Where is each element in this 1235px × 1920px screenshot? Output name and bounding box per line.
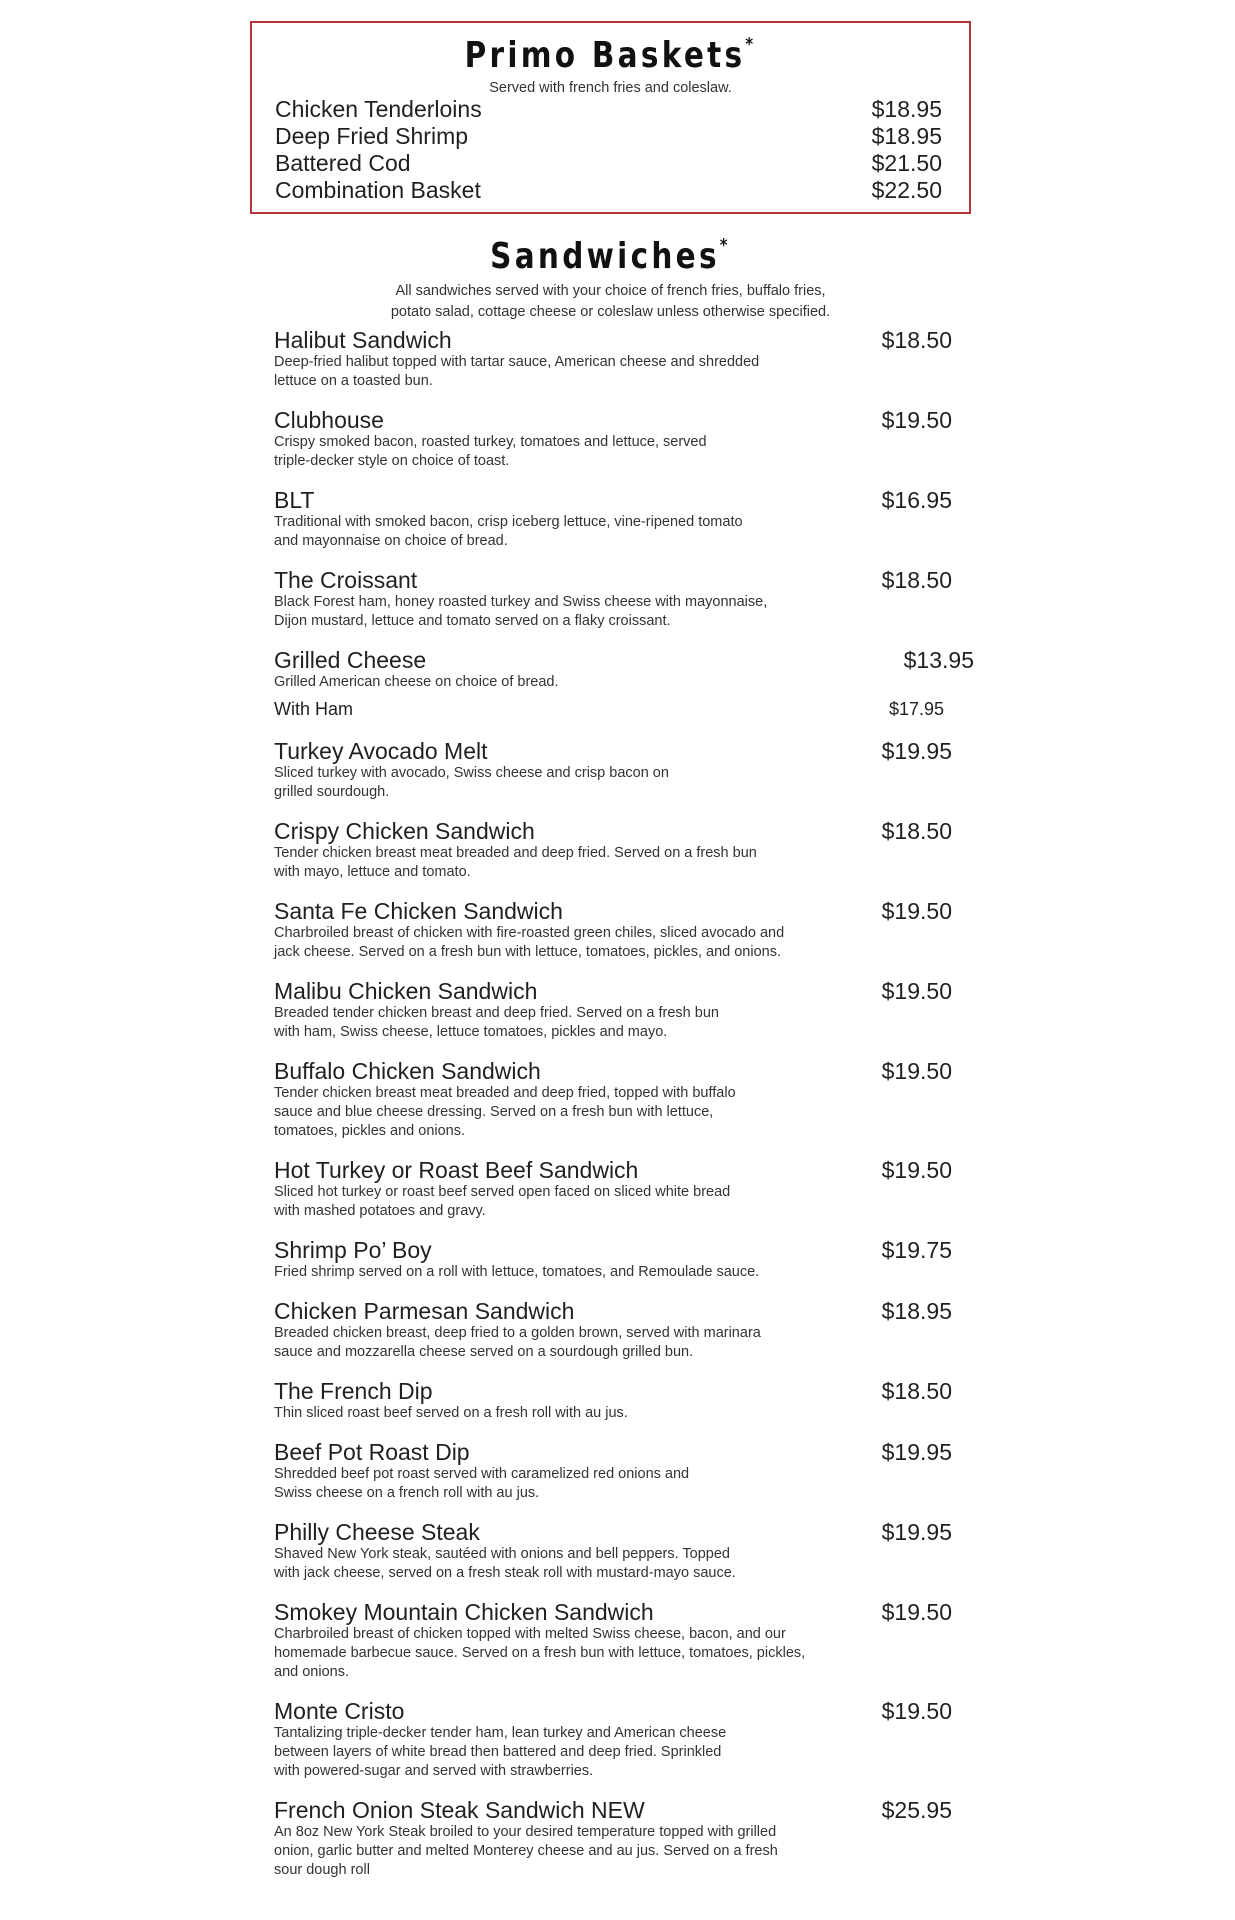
sandwich-name: The French Dip bbox=[274, 1378, 433, 1404]
sandwich-name: Turkey Avocado Melt bbox=[274, 738, 488, 764]
sandwich-description bbox=[274, 1625, 872, 1682]
sandwich-item bbox=[274, 1298, 952, 1362]
sandwich-name: Crispy Chicken Sandwich bbox=[274, 818, 535, 844]
sandwich-item bbox=[274, 1157, 952, 1221]
sandwich-description-line: Breaded chicken breast, deep fried to a golden brown, served with marinara bbox=[274, 1325, 761, 1341]
sandwich-description-line: Crispy smoked bacon, roasted turkey, tomatoes and lettuce, served bbox=[274, 434, 707, 450]
sandwiches-subtitle-line: All sandwiches served with your choice of french fries, buffalo fries, bbox=[395, 283, 826, 299]
sandwich-price: $19.50 bbox=[881, 978, 952, 1004]
sandwich-price: $18.50 bbox=[881, 1378, 952, 1404]
sandwich-option bbox=[274, 698, 952, 720]
sandwiches-title-text: Sandwiches bbox=[490, 236, 720, 277]
sandwich-description-line: Sliced turkey with avocado, Swiss cheese and crisp bacon on bbox=[274, 765, 669, 781]
sandwich-description bbox=[274, 1404, 872, 1423]
sandwich-description-line: onion, garlic butter and melted Monterey cheese and au jus. Served on a fresh bbox=[274, 1843, 778, 1859]
sandwich-description-line: with jack cheese, served on a fresh steak roll with mustard-mayo sauce. bbox=[274, 1565, 736, 1581]
sandwich-item-main bbox=[274, 1599, 872, 1682]
sandwich-price: $25.95 bbox=[881, 1797, 952, 1823]
sandwich-name: Santa Fe Chicken Sandwich bbox=[274, 898, 563, 924]
sandwich-description-line: Traditional with smoked bacon, crisp iceberg lettuce, vine-ripened tomato bbox=[274, 514, 743, 530]
basket-item-name: Deep Fried Shrimp bbox=[275, 123, 469, 149]
primo-baskets-box bbox=[250, 21, 971, 214]
sandwich-description-line: An 8oz New York Steak broiled to your desired temperature topped with grilled bbox=[274, 1824, 777, 1840]
sandwich-item bbox=[274, 1058, 952, 1141]
sandwich-name: Malibu Chicken Sandwich bbox=[274, 978, 538, 1004]
sandwich-name: Chicken Parmesan Sandwich bbox=[274, 1298, 575, 1324]
sandwich-description bbox=[274, 1724, 872, 1781]
sandwich-description bbox=[274, 1004, 872, 1042]
sandwich-price: $18.50 bbox=[881, 327, 952, 353]
sandwich-name: Halibut Sandwich bbox=[274, 327, 452, 353]
sandwich-item-main bbox=[274, 1298, 872, 1362]
sandwich-description-line: Tantalizing triple-decker tender ham, lean turkey and American cheese bbox=[274, 1725, 727, 1741]
sandwich-description-line: Tender chicken breast meat breaded and deep fried. Served on a fresh bun bbox=[274, 845, 757, 861]
sandwich-item-main bbox=[274, 1698, 872, 1781]
sandwich-description-line: Grilled American cheese on choice of bread. bbox=[274, 674, 559, 690]
sandwich-description-line: tomatoes, pickles and onions. bbox=[274, 1123, 466, 1139]
sandwich-item-main bbox=[274, 407, 872, 471]
sandwich-description-line: sour dough roll bbox=[274, 1862, 370, 1878]
sandwich-description-line: jack cheese. Served on a fresh bun with lettuce, tomatoes, pickles, and onions. bbox=[274, 944, 781, 960]
sandwich-description-line: Thin sliced roast beef served on a fresh roll with au jus. bbox=[274, 1405, 628, 1421]
basket-item-name: Chicken Tenderloins bbox=[275, 96, 482, 122]
sandwich-name: Philly Cheese Steak bbox=[274, 1519, 480, 1545]
sandwich-name: Grilled Cheese bbox=[274, 647, 427, 673]
sandwiches-subtitle bbox=[250, 281, 971, 323]
sandwich-item bbox=[274, 978, 952, 1042]
sandwich-description-line: between layers of white bread then battered and deep fried. Sprinkled bbox=[274, 1744, 722, 1760]
sandwich-name: The Croissant bbox=[274, 567, 418, 593]
basket-item-price: $22.50 bbox=[871, 177, 942, 203]
sandwich-description bbox=[274, 924, 872, 962]
sandwich-description-line: Sliced hot turkey or roast beef served open faced on sliced white bread bbox=[274, 1184, 731, 1200]
sandwich-item-main bbox=[274, 978, 872, 1042]
sandwich-price: $18.50 bbox=[881, 567, 952, 593]
sandwich-item-main bbox=[274, 1519, 872, 1583]
sandwich-item bbox=[274, 1599, 952, 1682]
primo-baskets-title bbox=[317, 29, 905, 76]
sandwich-description bbox=[274, 1823, 872, 1880]
sandwich-option-name: With Ham bbox=[274, 699, 354, 719]
sandwich-item-main bbox=[274, 738, 872, 802]
sandwich-price: $19.95 bbox=[881, 738, 952, 764]
sandwiches-subtitle-line: potato salad, cottage cheese or coleslaw unless otherwise specified. bbox=[390, 304, 831, 320]
sandwich-description-line: Breaded tender chicken breast and deep fried. Served on a fresh bun bbox=[274, 1005, 719, 1021]
sandwich-description bbox=[274, 1465, 872, 1503]
sandwich-description bbox=[274, 433, 872, 471]
basket-item-name: Combination Basket bbox=[275, 177, 481, 203]
sandwich-description bbox=[274, 1183, 872, 1221]
sandwich-item bbox=[274, 1797, 952, 1880]
sandwich-description-line: triple-decker style on choice of toast. bbox=[274, 453, 510, 469]
sandwich-item bbox=[274, 647, 974, 720]
sandwich-item bbox=[274, 327, 952, 391]
sandwich-description bbox=[274, 353, 872, 391]
sandwich-item bbox=[274, 738, 952, 802]
sandwich-price: $19.50 bbox=[881, 1599, 952, 1625]
sandwich-description-line: Shredded beef pot roast served with caramelized red onions and bbox=[274, 1466, 690, 1482]
sandwich-price: $18.50 bbox=[881, 818, 952, 844]
sandwich-item bbox=[274, 898, 952, 962]
sandwich-item bbox=[274, 567, 952, 631]
sandwiches-title bbox=[315, 230, 906, 277]
basket-item bbox=[275, 96, 942, 123]
sandwich-description-line: Deep-fried halibut topped with tartar sauce, American cheese and shredded bbox=[274, 354, 760, 370]
sandwich-price: $19.75 bbox=[881, 1237, 952, 1263]
sandwich-item-main bbox=[274, 1157, 872, 1221]
sandwich-description-line: sauce and blue cheese dressing. Served on a fresh bun with lettuce, bbox=[274, 1104, 714, 1120]
sandwich-description bbox=[274, 1084, 872, 1141]
sandwich-price: $18.95 bbox=[881, 1298, 952, 1324]
sandwich-description-line: and mayonnaise on choice of bread. bbox=[274, 533, 508, 549]
sandwich-description-line: Dijon mustard, lettuce and tomato served on a flaky croissant. bbox=[274, 613, 671, 629]
sandwich-description bbox=[274, 513, 872, 551]
basket-list bbox=[275, 96, 942, 204]
sandwich-description bbox=[274, 844, 872, 882]
sandwich-item-main bbox=[274, 1439, 872, 1503]
primo-baskets-asterisk: * bbox=[745, 34, 757, 55]
sandwich-description-line: Charbroiled breast of chicken with fire-roasted green chiles, sliced avocado and bbox=[274, 925, 785, 941]
sandwich-item bbox=[274, 1378, 952, 1423]
primo-baskets-title-text: Primo Baskets bbox=[464, 35, 746, 76]
sandwich-name: BLT bbox=[274, 487, 315, 513]
sandwich-description-line: Fried shrimp served on a roll with lettuce, tomatoes, and Remoulade sauce. bbox=[274, 1264, 760, 1280]
sandwich-description-line: Swiss cheese on a french roll with au jus. bbox=[274, 1485, 540, 1501]
basket-item bbox=[275, 123, 942, 150]
sandwich-name: Monte Cristo bbox=[274, 1698, 405, 1724]
sandwich-price: $19.95 bbox=[881, 1439, 952, 1465]
sandwich-price: $19.50 bbox=[881, 1058, 952, 1084]
sandwich-description-line: and onions. bbox=[274, 1664, 349, 1680]
basket-item-name: Battered Cod bbox=[275, 150, 411, 176]
sandwich-item bbox=[274, 1439, 952, 1503]
sandwich-item-main bbox=[274, 1058, 872, 1141]
sandwich-description-line: sauce and mozzarella cheese served on a sourdough grilled bun. bbox=[274, 1344, 694, 1360]
sandwich-item bbox=[274, 1237, 952, 1282]
basket-item-price: $21.50 bbox=[871, 150, 942, 176]
sandwich-description-line: with ham, Swiss cheese, lettuce tomatoes, pickles and mayo. bbox=[274, 1024, 668, 1040]
sandwich-name: Shrimp Po’ Boy bbox=[274, 1237, 432, 1263]
basket-item-price: $18.95 bbox=[871, 96, 942, 122]
sandwich-item-main bbox=[274, 818, 872, 882]
basket-item bbox=[275, 177, 942, 204]
sandwich-name: Smokey Mountain Chicken Sandwich bbox=[274, 1599, 654, 1625]
sandwich-item-main bbox=[274, 898, 872, 962]
sandwich-description-line: grilled sourdough. bbox=[274, 784, 390, 800]
sandwich-description-line: with mashed potatoes and gravy. bbox=[274, 1203, 486, 1219]
sandwich-name: Buffalo Chicken Sandwich bbox=[274, 1058, 541, 1084]
sandwich-description-line: with powered-sugar and served with strawberries. bbox=[274, 1763, 594, 1779]
sandwich-description bbox=[274, 1545, 872, 1583]
sandwich-item-main bbox=[274, 487, 872, 551]
sandwich-price: $19.50 bbox=[881, 407, 952, 433]
sandwich-item bbox=[274, 1698, 952, 1781]
sandwich-description-line: Black Forest ham, honey roasted turkey and Swiss cheese with mayonnaise, bbox=[274, 594, 768, 610]
basket-item bbox=[275, 150, 942, 177]
sandwich-description-line: homemade barbecue sauce. Served on a fresh bun with lettuce, tomatoes, pickles, bbox=[274, 1645, 806, 1661]
sandwich-description bbox=[274, 593, 872, 631]
sandwich-description bbox=[274, 673, 894, 692]
sandwich-description bbox=[274, 764, 872, 802]
sandwich-description-line: Charbroiled breast of chicken topped with melted Swiss cheese, bacon, and our bbox=[274, 1626, 786, 1642]
sandwich-item bbox=[274, 407, 952, 471]
sandwich-item-main bbox=[274, 1378, 872, 1423]
sandwich-price: $19.50 bbox=[881, 1157, 952, 1183]
sandwich-price: $19.95 bbox=[881, 1519, 952, 1545]
sandwich-item bbox=[274, 818, 952, 882]
sandwich-price: $16.95 bbox=[881, 487, 952, 513]
sandwiches-asterisk: * bbox=[719, 235, 731, 256]
sandwich-name: French Onion Steak Sandwich NEW bbox=[274, 1797, 645, 1823]
sandwich-name: Clubhouse bbox=[274, 407, 384, 433]
sandwich-description-line: Shaved New York steak, sautéed with onions and bell peppers. Topped bbox=[274, 1546, 730, 1562]
sandwich-item-main bbox=[274, 567, 872, 631]
sandwich-price: $13.95 bbox=[903, 647, 974, 673]
sandwich-description-line: with mayo, lettuce and tomato. bbox=[274, 864, 471, 880]
sandwich-item-main bbox=[274, 1797, 872, 1880]
sandwich-item-main bbox=[274, 1237, 872, 1282]
sandwich-item bbox=[274, 487, 952, 551]
sandwich-price: $19.50 bbox=[881, 1698, 952, 1724]
sandwich-description-line: Tender chicken breast meat breaded and deep fried, topped with buffalo bbox=[274, 1085, 736, 1101]
sandwich-description-line: lettuce on a toasted bun. bbox=[274, 373, 433, 389]
basket-item-price: $18.95 bbox=[871, 123, 942, 149]
sandwich-name: Hot Turkey or Roast Beef Sandwich bbox=[274, 1157, 639, 1183]
sandwich-item bbox=[274, 1519, 952, 1583]
sandwich-name: Beef Pot Roast Dip bbox=[274, 1439, 470, 1465]
sandwich-item-main bbox=[274, 327, 872, 391]
sandwich-option-price: $17.95 bbox=[888, 699, 944, 719]
sandwich-price: $19.50 bbox=[881, 898, 952, 924]
sandwich-description bbox=[274, 1263, 872, 1282]
sandwich-description bbox=[274, 1324, 872, 1362]
sandwiches-header bbox=[250, 230, 971, 323]
primo-baskets-subtitle: Served with french fries and coleslaw. bbox=[489, 80, 732, 96]
